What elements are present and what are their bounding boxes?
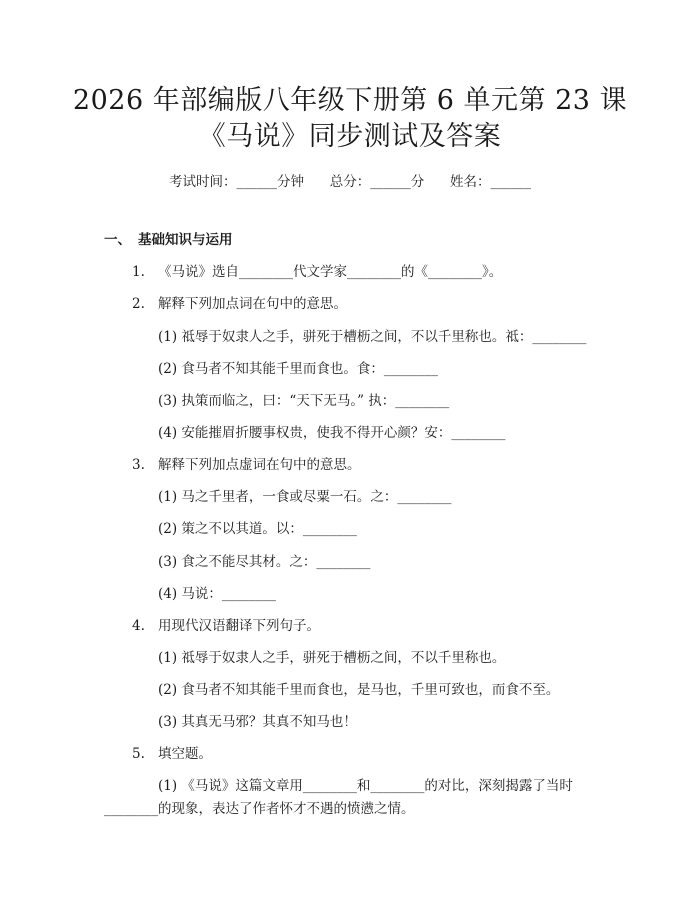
exam-info: 考试时间：______分钟 总分：______分 姓名：______ bbox=[169, 174, 531, 190]
question-text: 《马说》选自________代文学家________的《________》。 bbox=[158, 264, 503, 280]
question-number: 4. bbox=[132, 618, 145, 634]
question-number: 3. bbox=[132, 457, 145, 473]
question-text: 填空题。 bbox=[158, 746, 212, 762]
sub-item: (1) 祗辱于奴隶人之手，骈死于槽枥之间，不以千里称也。 bbox=[158, 650, 506, 666]
section-number: 一、 bbox=[104, 232, 131, 248]
question-number: 1. bbox=[132, 264, 145, 280]
sub-item: (3) 执策而临之，曰：“天下无马。” 执：________ bbox=[158, 393, 450, 409]
sub-item: (2) 食马者不知其能千里而食也。食：________ bbox=[158, 361, 438, 377]
sub-item: (1) 马之千里者，一食或尽粟一石。之：________ bbox=[158, 489, 452, 505]
sub-item: (4) 马说：________ bbox=[158, 586, 276, 602]
section-title: 基础知识与运用 bbox=[138, 232, 233, 248]
question-number: 2. bbox=[132, 296, 145, 312]
sub-item: (2) 策之不以其道。以：________ bbox=[158, 521, 357, 537]
question-text: 解释下列加点词在句中的意思。 bbox=[158, 296, 347, 312]
document-title-line2: 《马说》同步测试及答案 bbox=[198, 121, 502, 152]
sub-item: (1) 《马说》这篇文章用________和________的对比，深刻揭露了当时 bbox=[158, 778, 573, 794]
document-title-line1: 2026 年部编版八年级下册第 6 单元第 23 课 bbox=[72, 85, 628, 116]
sub-item: (3) 食之不能尽其材。之：________ bbox=[158, 554, 371, 570]
question-text: 用现代汉语翻译下列句子。 bbox=[158, 618, 320, 634]
sub-item: (3) 其真无马邪？其真不知马也！ bbox=[158, 714, 357, 730]
sub-item-continuation: ________的现象，表达了作者怀才不遇的愤懑之情。 bbox=[104, 801, 415, 817]
sub-item: (2) 食马者不知其能千里而食也，是马也，千里可致也，而食不至。 bbox=[158, 682, 560, 698]
sub-item: (4) 安能摧眉折腰事权贵，使我不得开心颜？安：________ bbox=[158, 425, 506, 441]
question-text: 解释下列加点虚词在句中的意思。 bbox=[158, 457, 361, 473]
sub-item: (1) 祗辱于奴隶人之手，骈死于槽枥之间，不以千里称也。祗：________ bbox=[158, 329, 587, 345]
question-number: 5. bbox=[132, 746, 145, 762]
